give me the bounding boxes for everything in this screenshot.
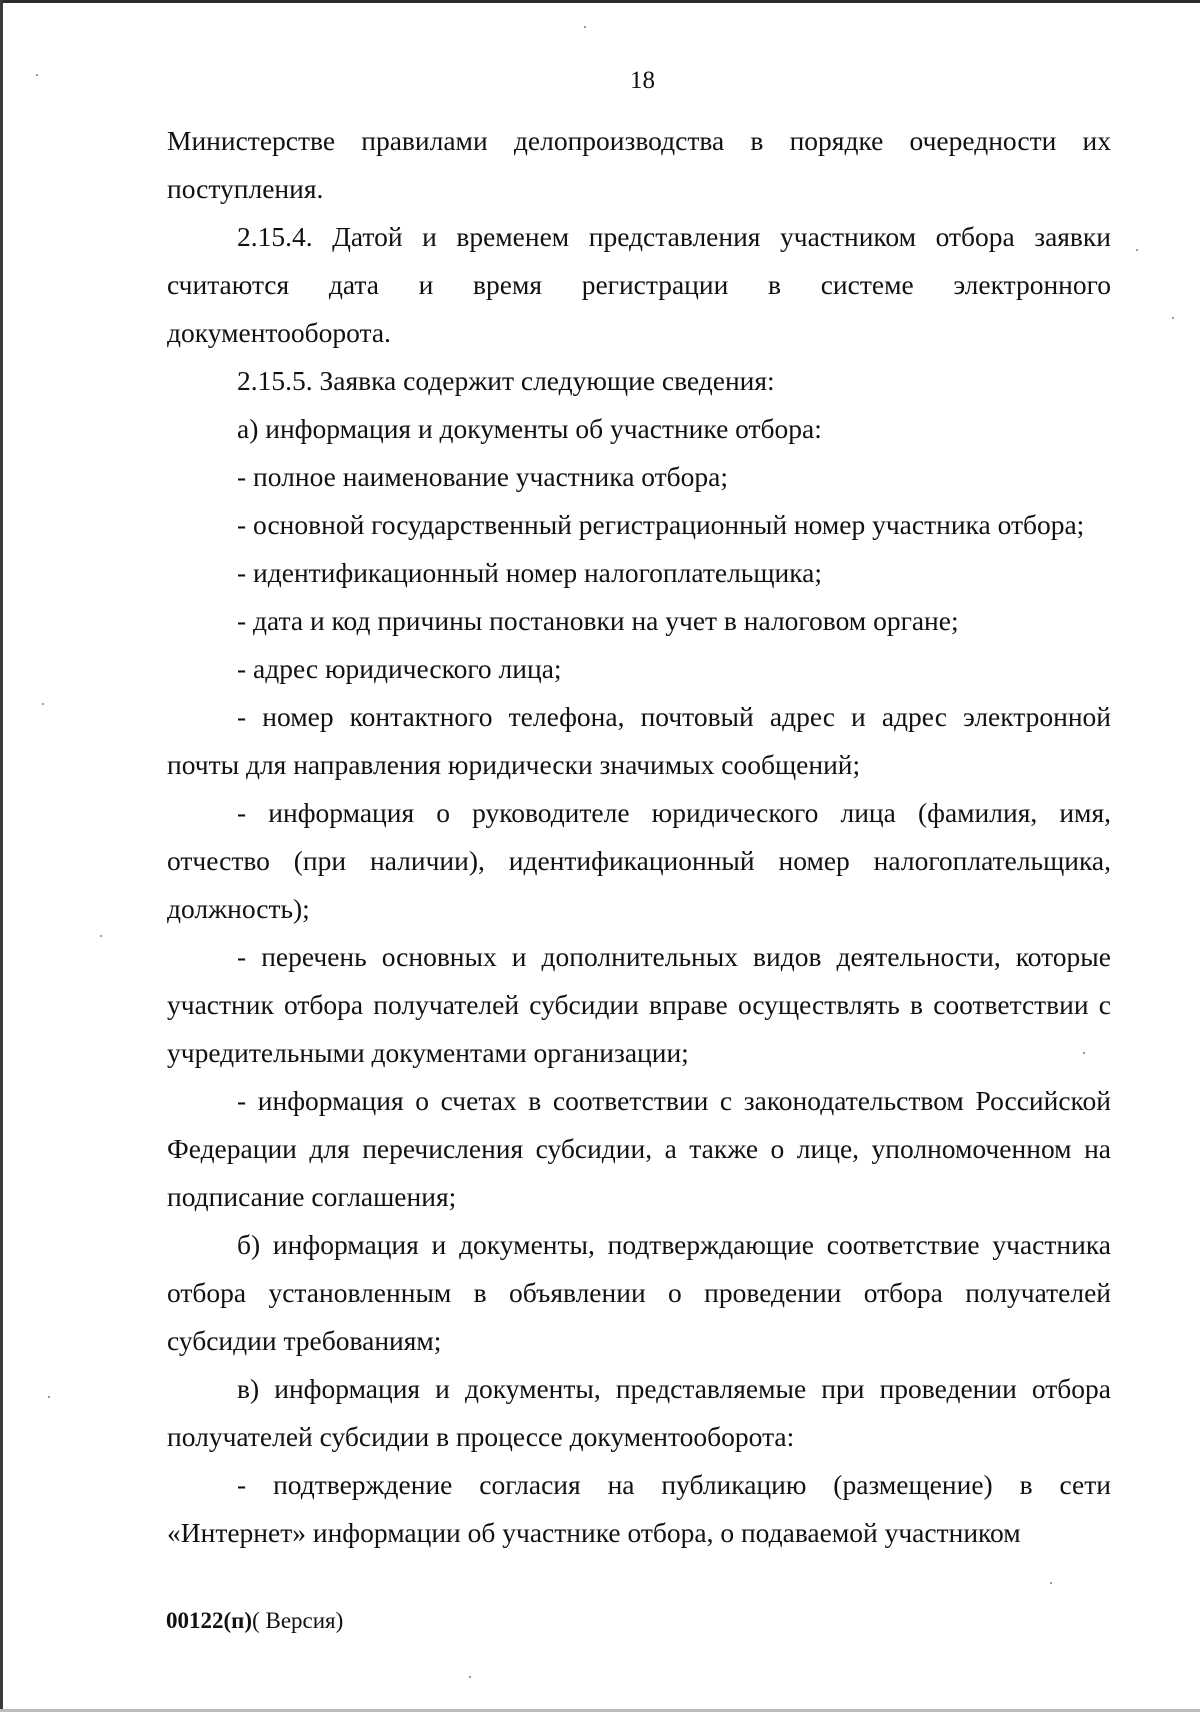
scan-speck (48, 1396, 50, 1398)
paragraph: Министерстве правилами делопроизводства в порядке очередности их поступления. (167, 125, 1111, 204)
scan-left-edge (0, 0, 3, 1712)
scan-speck (469, 1676, 471, 1678)
list-item: - основной государственный регистрационный номер участника отбора; (237, 509, 1085, 540)
scan-speck (584, 26, 586, 28)
paragraph: 2.15.4. Датой и временем представления участником отбора заявки считаются дата и время регистрации в системе электронного документооборота. (167, 221, 1111, 348)
scan-speck (100, 935, 102, 937)
scan-speck (42, 703, 44, 705)
list-item: - информация о счетах в соответствии с законодательством Российской Федерации для перечисления субсидии, а также о лице, уполномоченном на подписание соглашения; (167, 1085, 1111, 1212)
scan-top-edge (0, 0, 1200, 3)
document-body (167, 117, 1111, 1557)
page-number: 18 (630, 67, 655, 94)
scan-speck (1050, 1582, 1052, 1584)
paragraph: б) информация и документы, подтверждающие соответствие участника отбора установленным в объявлении о проведении отбора получателей субсидии требованиям; (167, 1229, 1111, 1356)
document-code: 00122(п) (166, 1608, 253, 1633)
list-item: - полное наименование участника отбора; (237, 461, 729, 492)
scan-speck (36, 74, 38, 76)
list-item: - информация о руководителе юридического лица (фамилия, имя, отчество (при наличии), идентификационный номер налогоплательщика, должность); (167, 797, 1111, 924)
list-item: - идентификационный номер налогоплательщика; (237, 557, 823, 588)
scan-speck (1083, 1052, 1085, 1054)
list-item: - номер контактного телефона, почтовый адрес и адрес электронной почты для направления юридически значимых сообщений; (167, 701, 1111, 780)
list-item: - адрес юридического лица; (237, 653, 562, 684)
paragraph: 2.15.5. Заявка содержит следующие сведения: (237, 365, 775, 396)
scan-speck (1136, 249, 1138, 251)
list-item: - подтверждение согласия на публикацию (размещение) в сети «Интернет» информации об участнике отбора, о подаваемой участником (167, 1469, 1111, 1548)
list-item: - перечень основных и дополнительных видов деятельности, которые участник отбора получателей субсидии вправе осуществлять в соответствии с учредительными документами организации; (167, 941, 1111, 1068)
scan-speck (1172, 317, 1174, 319)
document-version: ( Версия) (252, 1608, 344, 1633)
document-footer (166, 1606, 343, 1636)
list-item: - дата и код причины постановки на учет в налоговом органе; (237, 605, 959, 636)
paragraph: в) информация и документы, представляемые при проведении отбора получателей субсидии в процессе документооборота: (167, 1373, 1111, 1452)
paragraph: а) информация и документы об участнике отбора: (237, 413, 822, 444)
